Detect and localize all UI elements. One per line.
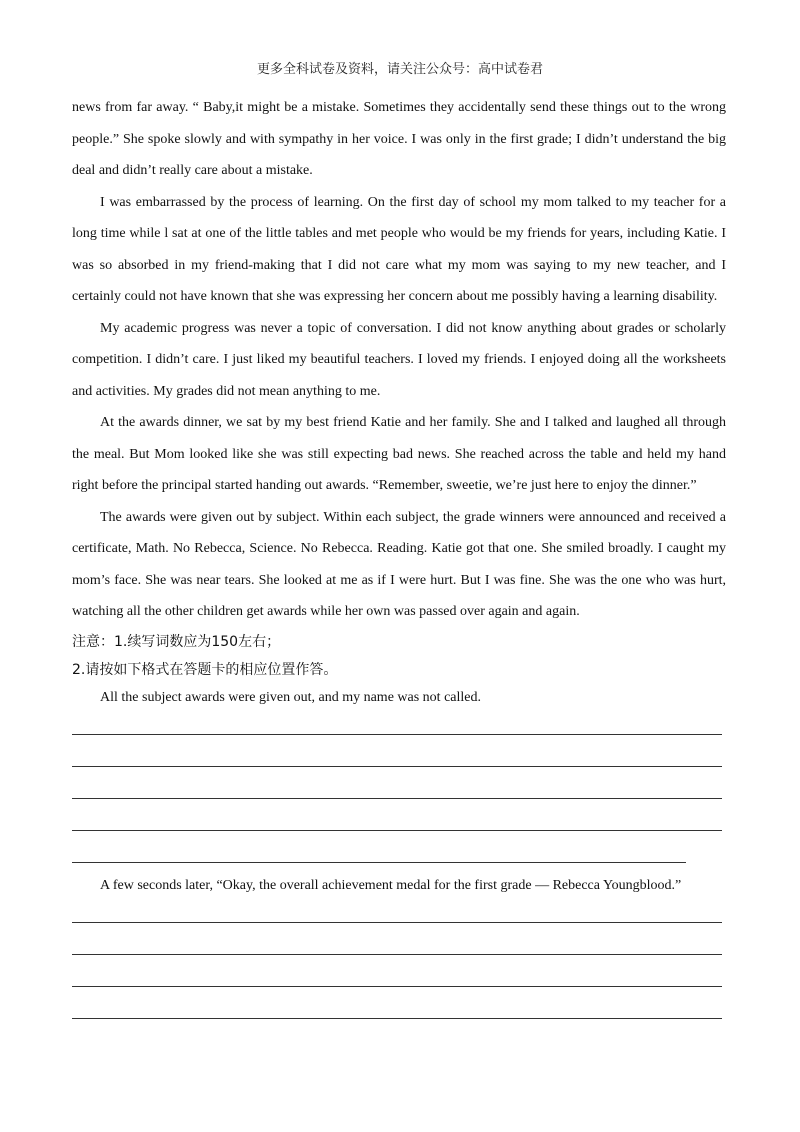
page-header: 更多全科试卷及资料，请关注公众号：高中试卷君 (256, 62, 543, 77)
passage-paragraph-1: news from far away. “ Baby,it might be a mistake. Sometimes they accidentally send these things out to the wrong people.” She spoke slowly and with sympathy in her voice. I was only in the first grade; I didn’t understand the big deal and didn’t really care about a mistake. (72, 100, 726, 178)
writing-line[interactable] (72, 862, 686, 863)
note-word-count: 注意：1.续写词数应为150左右； (72, 633, 281, 650)
writing-line[interactable] (72, 1018, 722, 1019)
passage-paragraph-3: My academic progress was never a topic of conversation. I did not know anything about grades or scholarly competition. I didn’t care. I just liked my beautiful teachers. I loved my friends. I enjoyed doing all the worksheets and activities. My grades did not mean anything to me. (72, 320, 726, 399)
writing-line[interactable] (72, 954, 722, 955)
passage-paragraph-4: At the awards dinner, we sat by my best friend Katie and her family. She and I talked and laughed all through the meal. But Mom looked like she was still expecting bad news. She reached across the table and held my hand right before the principal started handing out awards. “Remember, sweetie, we’re just here to enjoy the dinner.” (72, 415, 726, 493)
writing-line[interactable] (72, 986, 722, 987)
passage-paragraph-5: The awards were given out by subject. Within each subject, the grade winners were announced and received a certificate, Math. No Rebecca, Science. No Rebecca. Reading. Katie got that one. She smiled broadly. I caught my mom’s face. She was near tears. She looked at me as if I were hurt. But I was fine. She was the one who was hurt, watching all the other children get awards while her own was passed over again and again. (72, 509, 726, 619)
writing-line[interactable] (72, 798, 722, 799)
passage (72, 92, 726, 684)
writing-line[interactable] (72, 830, 722, 831)
prompt-paragraph-2: A few seconds later, “Okay, the overall achievement medal for the first grade — Rebecca Youngblood.” (100, 878, 682, 893)
writing-line[interactable] (72, 734, 722, 735)
writing-line[interactable] (72, 766, 722, 767)
writing-line[interactable] (72, 922, 722, 923)
note-format: 2.请按如下格式在答题卡的相应位置作答。 (72, 661, 338, 678)
passage-paragraph-2: I was embarrassed by the process of learning. On the first day of school my mom talked to my teacher for a long time while l sat at one of the little tables and met people who would be my friends for years, including Katie. I was so absorbed in my friend-making that I did not care what my mom was saying to my new teacher, and I certainly could not have known that she was expressing her concern about me possibly having a learning disability. (72, 194, 726, 304)
prompt-paragraph-1: All the subject awards were given out, and my name was not called. (100, 690, 481, 705)
